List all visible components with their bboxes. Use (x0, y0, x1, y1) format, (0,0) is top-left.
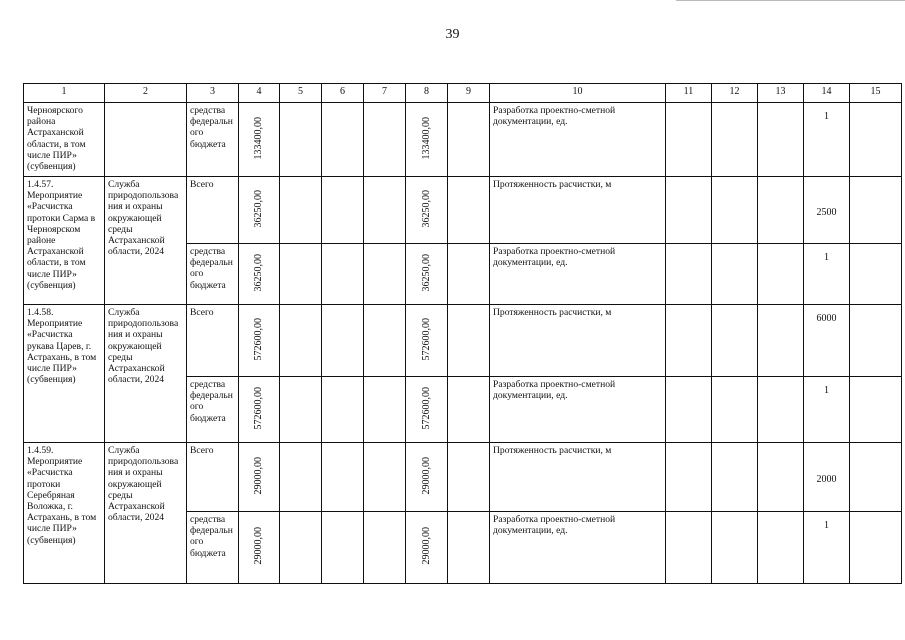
budget-table (23, 83, 902, 584)
table-row (24, 443, 902, 512)
header-cell: 10 (490, 84, 666, 103)
indicator-value: 2500 (804, 177, 850, 244)
indicator-value: 1 (804, 512, 850, 584)
amount-cell: 29000,00 (406, 512, 448, 584)
header-cell: 1 (24, 84, 105, 103)
header-cell: 13 (758, 84, 804, 103)
source-cell: Всего (187, 177, 239, 244)
indicator-value: 2000 (804, 443, 850, 512)
header-cell: 3 (187, 84, 239, 103)
source-cell: средства федерального бюджета (187, 377, 239, 443)
table-row (24, 103, 902, 177)
indicator-cell: Протяженность расчистки, м (490, 305, 666, 377)
amount-cell: 572600,00 (239, 305, 280, 377)
amount-cell: 29000,00 (406, 443, 448, 512)
amount-cell: 36250,00 (239, 177, 280, 244)
indicator-cell: Разработка проектно-сметной документации, ед. (490, 377, 666, 443)
header-cell: 8 (406, 84, 448, 103)
top-rule (676, 0, 905, 2)
source-cell: средства федерального бюджета (187, 103, 239, 177)
source-cell: средства федерального бюджета (187, 244, 239, 305)
source-cell: средства федерального бюджета (187, 512, 239, 584)
activity-cell: 1.4.57. Мероприятие «Расчистка протоки Сарма в Черноярском районе Астраханской области, в том числе ПИР» (субвенция) (24, 177, 105, 305)
indicator-cell: Разработка проектно-сметной документации, ед. (490, 512, 666, 584)
amount-cell: 572600,00 (406, 305, 448, 377)
header-cell: 15 (850, 84, 902, 103)
header-cell: 14 (804, 84, 850, 103)
indicator-value: 6000 (804, 305, 850, 377)
indicator-cell: Разработка проектно-сметной документации, ед. (490, 103, 666, 177)
header-cell: 12 (712, 84, 758, 103)
executor-cell: Служба природопользования и охраны окружающей среды Астраханской области, 2024 (105, 177, 187, 305)
source-cell: Всего (187, 305, 239, 377)
executor-cell (105, 103, 187, 177)
header-row (24, 84, 902, 103)
amount-cell: 572600,00 (406, 377, 448, 443)
header-cell: 7 (364, 84, 406, 103)
amount-cell: 133400,00 (239, 103, 280, 177)
indicator-value: 1 (804, 377, 850, 443)
amount-cell: 36250,00 (239, 244, 280, 305)
amount-cell: 36250,00 (406, 244, 448, 305)
page-number: 39 (445, 27, 460, 42)
table-row (24, 305, 902, 377)
activity-cell: 1.4.58. Мероприятие «Расчистка рукава Царев, г. Астрахань, в том числе ПИР» (субвенция) (24, 305, 105, 443)
indicator-cell: Разработка проектно-сметной документации, ед. (490, 244, 666, 305)
header-cell: 5 (280, 84, 322, 103)
header-cell: 6 (322, 84, 364, 103)
source-cell: Всего (187, 443, 239, 512)
table-row (24, 177, 902, 244)
header-cell: 9 (448, 84, 490, 103)
indicator-value: 1 (804, 244, 850, 305)
executor-cell: Служба природопользования и охраны окружающей среды Астраханской области, 2024 (105, 443, 187, 584)
header-cell: 4 (239, 84, 280, 103)
amount-cell: 133400,00 (406, 103, 448, 177)
header-cell: 2 (105, 84, 187, 103)
indicator-cell: Протяженность расчистки, м (490, 443, 666, 512)
activity-cell: Черноярского района Астраханской области, в том числе ПИР» (субвенция) (24, 103, 105, 177)
amount-cell: 36250,00 (406, 177, 448, 244)
indicator-cell: Протяженность расчистки, м (490, 177, 666, 244)
indicator-value: 1 (804, 103, 850, 177)
amount-cell: 29000,00 (239, 512, 280, 584)
amount-cell: 29000,00 (239, 443, 280, 512)
activity-cell: 1.4.59. Мероприятие «Расчистка протоки Серебряная Воложка, г. Астрахань, в том числе ПИР» (субвенция) (24, 443, 105, 584)
amount-cell: 572600,00 (239, 377, 280, 443)
executor-cell: Служба природопользования и охраны окружающей среды Астраханской области, 2024 (105, 305, 187, 443)
header-cell: 11 (666, 84, 712, 103)
